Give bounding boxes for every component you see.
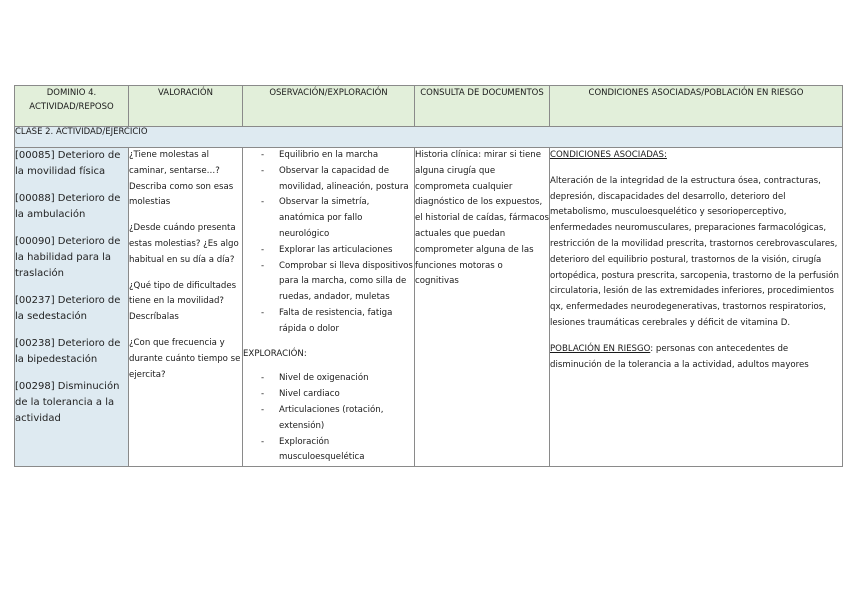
- nanda-table: [14, 85, 843, 467]
- clase-label: CLASE 2. ACTIVIDAD/EJERCICIO: [15, 127, 843, 148]
- exploracion-item: - Nivel cardiaco: [243, 387, 414, 403]
- exploracion-item: - Exploración musculoesquelética: [243, 435, 414, 467]
- condiciones-text: Alteración de la integridad de la estructura ósea, contracturas, depresión, discapacidades del desarrollo, deterioro del metabolismo, musculoesquelético y sesorioperceptivo, enfermedades neuromusculares, preparaciones farmacológicas, restricción de la movilidad prescrita, trastornos cerebrovasculares, deterioro del equilibrio postural, trastornos de la visión, cirugía ortopédica, postura prescrita, sarcopenia, trastorno de la perfusión circulatoria, lesión de las extremidades inferiores, procedimientos qx, enfermedades neurodegenerativas, trastornos respiratorios, lesiones traumáticas cerebrales y déficit de vitamina D.: [550, 175, 839, 328]
- header-valoracion: VALORACIÓN: [129, 86, 243, 127]
- diagnoses-cell: [15, 148, 129, 467]
- valoracion-question: ¿Desde cuándo presenta estas molestias? ¿Es algo habitual en su día a día?: [129, 223, 239, 265]
- observacion-list: [243, 148, 414, 338]
- header-observacion: OSERVACIÓN/EXPLORACIÓN: [243, 86, 415, 127]
- observacion-cell: [243, 148, 415, 467]
- header-condiciones: CONDICIONES ASOCIADAS/POBLACIÓN EN RIESGO: [550, 86, 843, 127]
- clase-row: [15, 127, 843, 148]
- exploracion-item: - Articulaciones (rotación, extensión): [243, 403, 414, 435]
- diagnosis-item: [00237] Deterioro de la sedestación: [15, 295, 121, 322]
- diagnosis-item: [00090] Deterioro de la habilidad para la traslación: [15, 236, 121, 279]
- diagnosis-item: [00298] Disminución de la tolerancia a la actividad: [15, 381, 120, 424]
- diagnosis-item: [00088] Deterioro de la ambulación: [15, 193, 121, 220]
- consulta-cell: [415, 148, 550, 467]
- diagnosis-item: [00085] Deterioro de la movilidad física: [15, 150, 121, 177]
- valoracion-cell: [129, 148, 243, 467]
- observacion-item: - Observar la simetría, anatómica por fallo neurológico: [243, 195, 414, 242]
- exploracion-label: EXPLORACIÓN:: [243, 348, 307, 359]
- poblacion-label: POBLACIÓN EN RIESGO: [550, 343, 651, 354]
- valoracion-question: ¿Tiene molestas al caminar, sentarse…? Describa como son esas molestias: [129, 150, 234, 208]
- observacion-item: - Explorar las articulaciones: [243, 243, 414, 259]
- header-dominio: DOMINIO 4. ACTIVIDAD/REPOSO: [15, 86, 129, 127]
- valoracion-question: ¿Qué tipo de dificultades tiene en la movilidad? Descríbalas: [129, 280, 237, 323]
- consulta-text: Historia clínica: mirar si tiene alguna cirugía que comprometa cualquier diagnóstico de los expuestos, el historial de caídas, fármacos actuales que puedan comprometer alguna de las funciones motoras o cognitivas: [415, 150, 549, 287]
- header-row: [15, 86, 843, 127]
- content-row: [15, 148, 843, 467]
- exploracion-list: [243, 371, 414, 466]
- observacion-item: - Comprobar si lleva dispositivos para la marcha, como silla de ruedas, andador, muletas: [243, 259, 414, 306]
- condiciones-label: CONDICIONES ASOCIADAS:: [550, 150, 667, 160]
- header-consulta: CONSULTA DE DOCUMENTOS: [415, 86, 550, 127]
- observacion-item: - Observar la capacidad de movilidad, alineación, postura: [243, 164, 414, 196]
- observacion-item: - Equilibrio en la marcha: [243, 148, 414, 164]
- poblacion-text: : personas con antecedentes de disminución de la tolerancia a la actividad, adultos mayores: [550, 343, 809, 370]
- exploracion-item: - Nivel de oxigenación: [243, 371, 414, 387]
- poblacion-paragraph: [550, 342, 842, 374]
- diagnosis-item: [00238] Deterioro de la bipedestación: [15, 338, 121, 365]
- valoracion-question: ¿Con que frecuencia y durante cuánto tiempo se ejercita?: [129, 337, 241, 380]
- observacion-item: - Falta de resistencia, fatiga rápida o dolor: [243, 306, 414, 338]
- condiciones-cell: [550, 148, 843, 467]
